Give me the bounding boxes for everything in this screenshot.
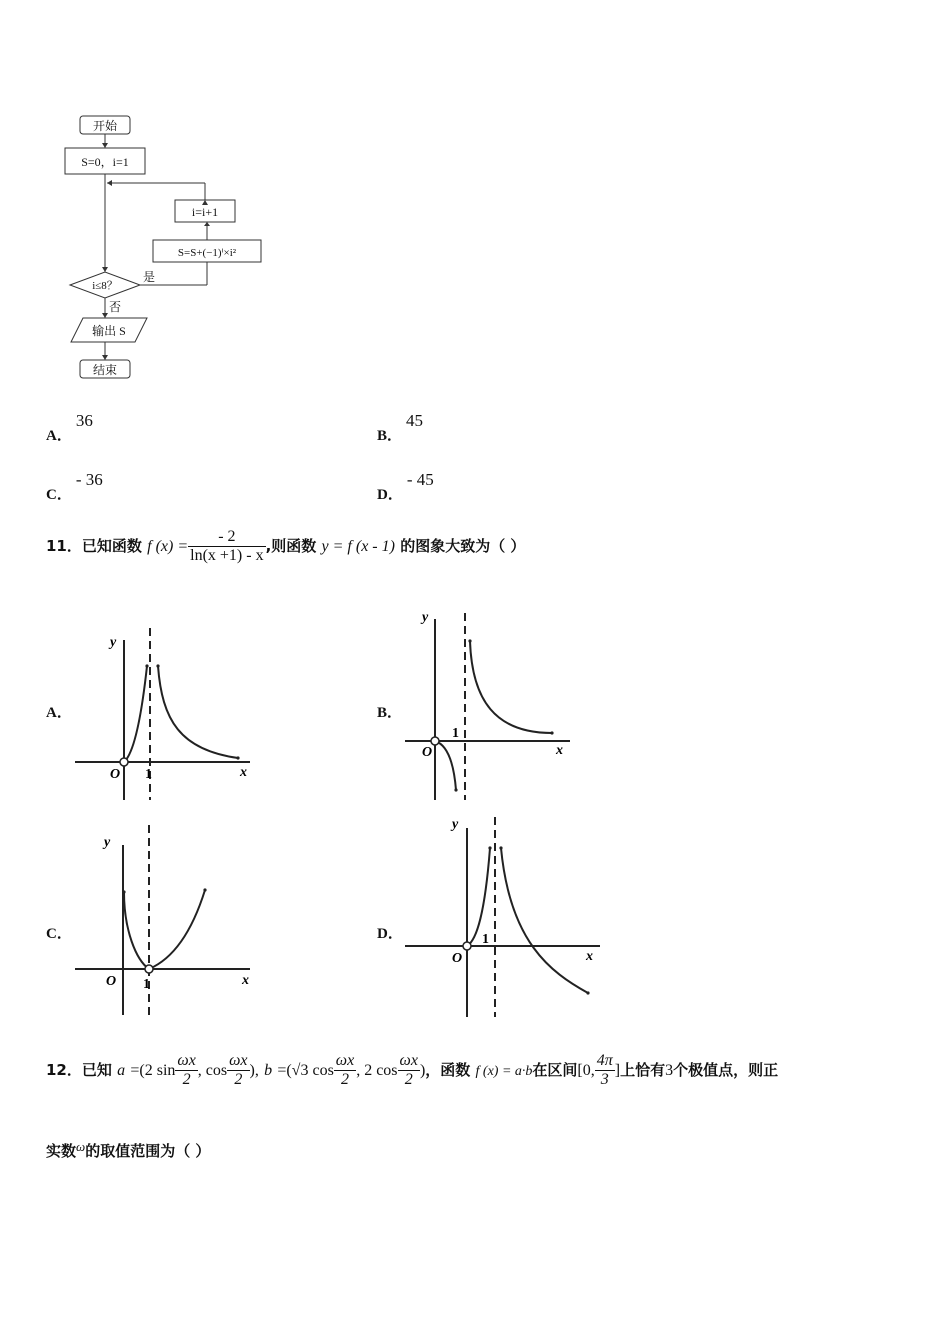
curve-left [124, 666, 147, 762]
option-letter: D． [377, 487, 403, 503]
curve-left [124, 892, 149, 969]
curve-right [149, 890, 205, 969]
q10-option-b[interactable] [377, 410, 424, 444]
q11-f-lhs: f (x) = [147, 538, 189, 555]
q12-interval-l: [0, [577, 1062, 595, 1079]
q11-lead: 已知函数 [81, 537, 142, 555]
y-label: y [110, 635, 117, 650]
q12-stem-line2 [46, 1140, 210, 1161]
q12-frac-1: $\frac{\omega x}{2}$ [177, 1052, 196, 1088]
q12-b-def: =(√3 cos [277, 1062, 334, 1079]
q12-vector-a: a [117, 1062, 126, 1079]
origin-label: O [110, 767, 121, 782]
x-label: x [556, 743, 563, 758]
q11-mid: ,则函数 [265, 537, 317, 555]
q12-f-def: f (x) = a·b [475, 1064, 533, 1079]
q11-graph-b[interactable] [400, 605, 590, 805]
q12-frac-4: $\frac{\omega x}{2}$ [399, 1052, 418, 1088]
y-label: y [104, 835, 111, 850]
q12-tail1: 上恰有 [620, 1061, 666, 1079]
q11-graph-a[interactable] [70, 620, 260, 805]
flow-update-i-label: i=i+1 [191, 205, 219, 219]
flow-init-label: S=0，i=1 [81, 155, 129, 169]
q12-interval-frac: $\frac{4\pi}{3}$ [596, 1052, 613, 1088]
origin-label: O [422, 745, 433, 760]
option-letter: A． [46, 428, 72, 444]
q12-a-cos: , cos [197, 1062, 228, 1079]
q10-option-a[interactable] [46, 410, 93, 444]
q11-stem [46, 528, 525, 565]
q12-number: 12． [46, 1061, 82, 1079]
x-label: x [242, 973, 249, 988]
q12-interval-r: ] [614, 1062, 621, 1079]
q12-lead: 已知 [81, 1061, 112, 1079]
q12-tail2: 个极值点，则正 [673, 1061, 779, 1079]
option-letter: C． [46, 487, 72, 503]
curve-right [501, 848, 588, 993]
q11-graph-c[interactable] [70, 820, 260, 1020]
q12-omega: ω [76, 1139, 86, 1154]
q11-option-b-letter[interactable]: B． [377, 705, 403, 721]
q11-frac-den: ln(x +1) - x [190, 547, 264, 564]
y-label: y [452, 817, 459, 832]
option-value: 36 [75, 411, 93, 430]
one-label: 1 [145, 767, 152, 782]
q12-b-cos2: , 2 cos [356, 1062, 398, 1079]
one-label: 1 [452, 726, 459, 741]
q12-interval-word: 在区间 [532, 1061, 578, 1079]
q11-tail: 的图象大致为（ ） [400, 537, 526, 555]
one-label: 1 [482, 932, 489, 947]
curve-right [470, 641, 552, 733]
q11-option-a-letter[interactable]: A． [46, 705, 72, 721]
q12-func-word: ，函数 [425, 1061, 471, 1079]
q11-frac-num: - 2 [188, 528, 265, 547]
flow-output-label: 输出 S [92, 324, 126, 338]
one-label: 1 [143, 977, 150, 992]
q11-option-c-letter[interactable]: C． [46, 926, 72, 942]
flow-no-label: 否 [109, 300, 122, 314]
y-label: y [422, 610, 429, 625]
flow-end-label: 结束 [92, 363, 118, 377]
q11-fraction [188, 528, 265, 565]
origin-label: O [452, 951, 463, 966]
q12-line2b: 的取值范围为（ ） [85, 1142, 211, 1160]
q10-option-d[interactable] [377, 469, 434, 503]
origin-label: O [106, 974, 117, 989]
x-label: x [240, 765, 247, 780]
q12-frac-3: $\frac{\omega x}{2}$ [335, 1052, 355, 1088]
q11-number: 11． [46, 537, 82, 555]
q12-line2a: 实数 [46, 1142, 77, 1160]
flow-condition-label: i≤8？ [92, 280, 118, 292]
option-value: - 36 [75, 470, 103, 489]
q12-stem-line1: 12．已知 a =(2 sin $\frac{\omega x}{2}$ , cos $\frac{\omega x}{2}$ ), b =(√3 cos $\frac{\omega x}{2}$ , 2 cos $\frac{\omega x}{2}$ )，函数 f (x) = a·b在区间[0, $\frac{4\pi}{3}$ ]上恰有3个极值点，则正 [46, 1052, 779, 1088]
q12-count: 3 [665, 1062, 674, 1079]
q12-close-1: ) [249, 1062, 255, 1079]
q12-close-2: ) [419, 1062, 426, 1079]
option-value: - 45 [406, 470, 434, 489]
q11-option-d-letter[interactable]: D． [377, 926, 403, 942]
curve-left [435, 741, 456, 790]
q11-graph-d[interactable] [400, 812, 610, 1022]
q12-frac-2: $\frac{\omega x}{2}$ [229, 1052, 248, 1088]
flow-start-label: 开始 [92, 119, 118, 133]
flow-yes-label: 是 [143, 270, 156, 284]
option-letter: B． [377, 428, 403, 444]
option-value: 45 [406, 411, 424, 430]
q12-vector-b: b [264, 1062, 273, 1079]
q10-option-c[interactable] [46, 469, 103, 503]
curve-right [158, 666, 238, 758]
flowchart [55, 110, 275, 390]
x-label: x [586, 949, 593, 964]
q12-a-def: =(2 sin [130, 1062, 176, 1079]
flow-update-s-label: S=S+(−1)ⁱ×i² [177, 247, 237, 259]
q11-target: y = f (x - 1) [321, 538, 395, 555]
